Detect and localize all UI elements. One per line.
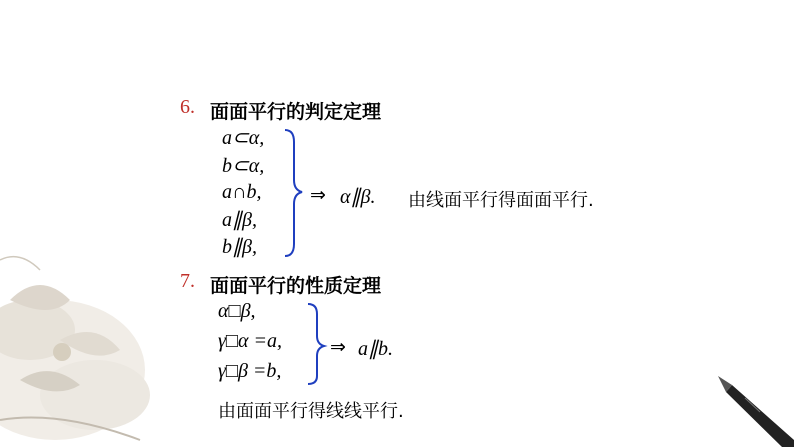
section6-note: 由线面平行得面面平行.	[408, 190, 594, 211]
brace-section7	[308, 304, 324, 384]
section7-title: 面面平行的性质定理	[210, 275, 382, 297]
section7-condition-3: γ□β =b,	[218, 360, 282, 382]
section7-condition-2: γ□α =a,	[218, 330, 282, 352]
section6-condition-1: a⊂α,	[222, 127, 265, 149]
section6-title: 面面平行的判定定理	[210, 101, 382, 123]
section6-condition-5: b∥β,	[222, 236, 257, 258]
brace-section6	[285, 130, 302, 256]
section7-note: 由面面平行得线线平行.	[218, 401, 404, 422]
section6-condition-4: a∥β,	[222, 209, 257, 231]
section6-implies-arrow: ⇒	[310, 184, 326, 206]
section6-condition-3: a∩b,	[222, 181, 262, 203]
section7-implies-arrow: ⇒	[330, 336, 346, 358]
section7-number: 7.	[180, 270, 195, 292]
brush-pen-decoration	[718, 376, 794, 447]
section6-conclusion: α∥β.	[340, 186, 376, 208]
section7-conclusion: a∥b.	[358, 338, 393, 360]
ink-painting-flower-decoration	[0, 257, 150, 440]
section7-condition-1: α□β,	[218, 300, 256, 322]
section6-condition-2: b⊂α,	[222, 155, 265, 177]
section6-number: 6.	[180, 96, 195, 118]
